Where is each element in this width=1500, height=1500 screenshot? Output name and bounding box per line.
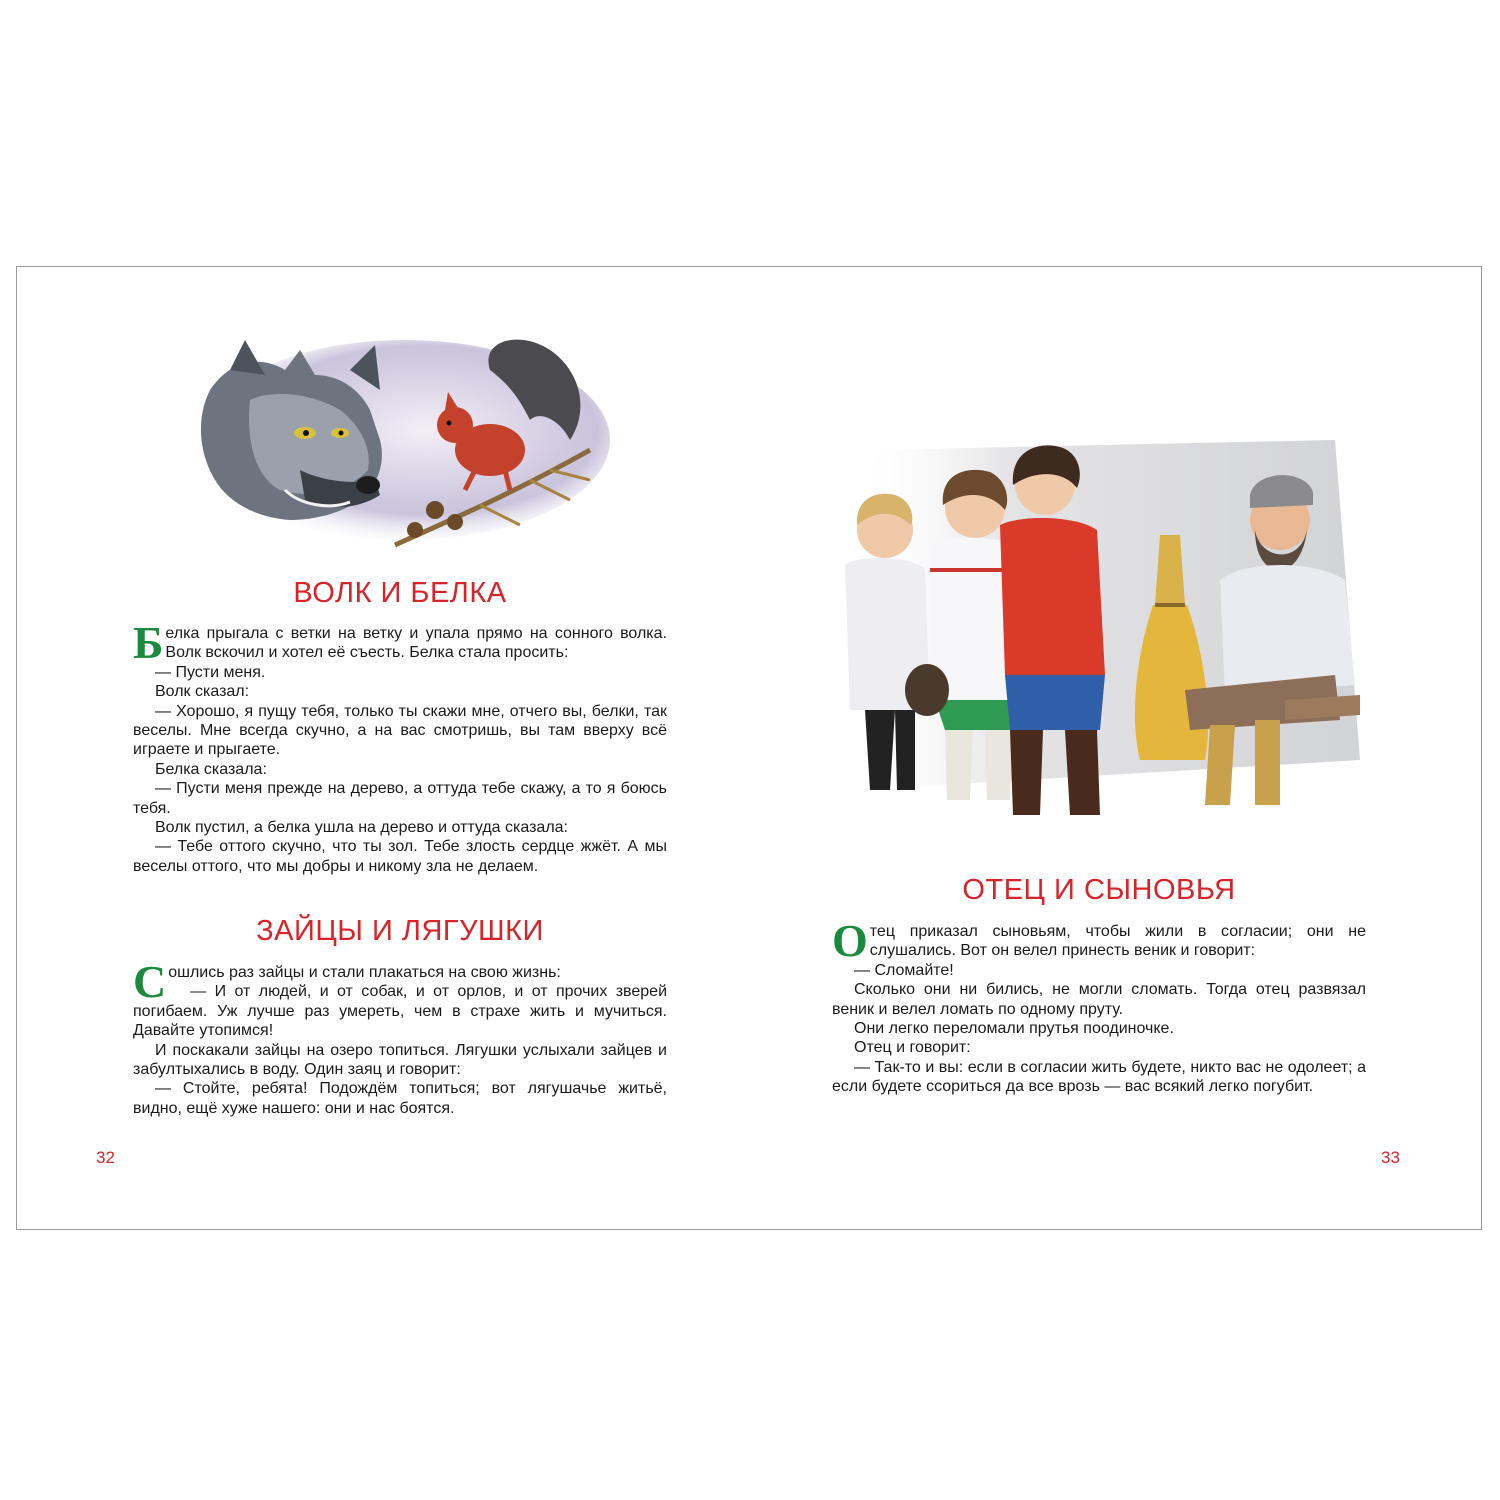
wolf-squirrel-illustration: [190, 330, 610, 555]
paragraph: — И от людей, и от собак, и от орлов, и от прочих зверей погибаем. Уж лучше раз умереть, чем в страхе жить и мучиться. Давайте утопимся!: [133, 983, 667, 1040]
paragraph: — Так-то и вы: если в согласии жить будете, никто вас не одолеет; а если будете ссориться да все врозь — вас всякий легко погубит.: [832, 1058, 1366, 1096]
paragraph: — Хорошо, я пущу тебя, только ты скажи мне, отчего вы, белки, так веселы. Мне всегда скучно, а на вас смотришь, вы там вверху всё играете и прыгаете.: [133, 702, 667, 759]
paragraph: Сколько они ни бились, не могли сломать. Тогда отец развязал веник и велел ломать по одному пруту.: [832, 981, 1366, 1018]
paragraph: — Стойте, ребята! Подождём топиться; вот лягушачье житьё, видно, ещё хуже нашего: они и нас боятся.: [133, 1080, 667, 1117]
paragraph: — Сломайте!: [854, 961, 954, 979]
dropcap: О: [832, 915, 868, 966]
paragraph: Отец приказал сыновьям, чтобы жили в согласии; они не слушались. Вот он велел принесть веник и говорит:: [832, 915, 1366, 966]
paragraph: И поскакали зайцы на озеро топиться. Лягушки услыхали зайцев и забултыхались в воду. Один заяц и говорит:: [133, 1041, 667, 1079]
paragraph: Волк сказал:: [155, 683, 250, 701]
story-text-father-sons: [832, 915, 1366, 1097]
story-text-wolf-squirrel: [133, 617, 667, 876]
paragraph: — Тебе оттого скучно, что ты зол. Тебе злость сердце жжёт. А мы веселы оттого, что мы добры и никому зла не делаем.: [133, 838, 667, 875]
story-title-hares-frogs: ЗАЙЦЫ И ЛЯГУШКИ: [256, 915, 544, 947]
page-number-right: 33: [1381, 1148, 1400, 1167]
paragraph: — Пусти меня прежде на дерево, а оттуда тебе скажу, а то я боюсь тебя.: [133, 780, 667, 817]
story-title-father-sons: ОТЕЦ И СЫНОВЬЯ: [962, 874, 1236, 906]
story-title-wolf-squirrel: ВОЛК И БЕЛКА: [293, 577, 507, 609]
story-text-hares-frogs: [133, 956, 667, 1118]
paragraph: Белка прыгала с ветки на ветку и упала прямо на сонного волка. Волк вскочил и хотел её съесть. Белка стала просить:: [133, 617, 667, 668]
paragraph: Отец и говорит:: [854, 1039, 971, 1057]
dropcap: Б: [133, 617, 164, 668]
dropcap: С: [133, 956, 167, 1007]
wolf-head: [201, 340, 382, 520]
paragraph: Волк пустил, а белка ушла на дерево и оттуда сказала:: [155, 819, 568, 837]
paragraph: Сошлись раз зайцы и стали плакаться на свою жизнь:: [133, 956, 561, 1007]
paragraph: Они легко переломали прутья поодиночке.: [854, 1020, 1174, 1038]
father-sons-illustration: [835, 430, 1365, 840]
page-number-left: 32: [96, 1148, 115, 1167]
paragraph: Белка сказала:: [155, 760, 267, 778]
paragraph: — Пусти меня.: [155, 663, 266, 681]
